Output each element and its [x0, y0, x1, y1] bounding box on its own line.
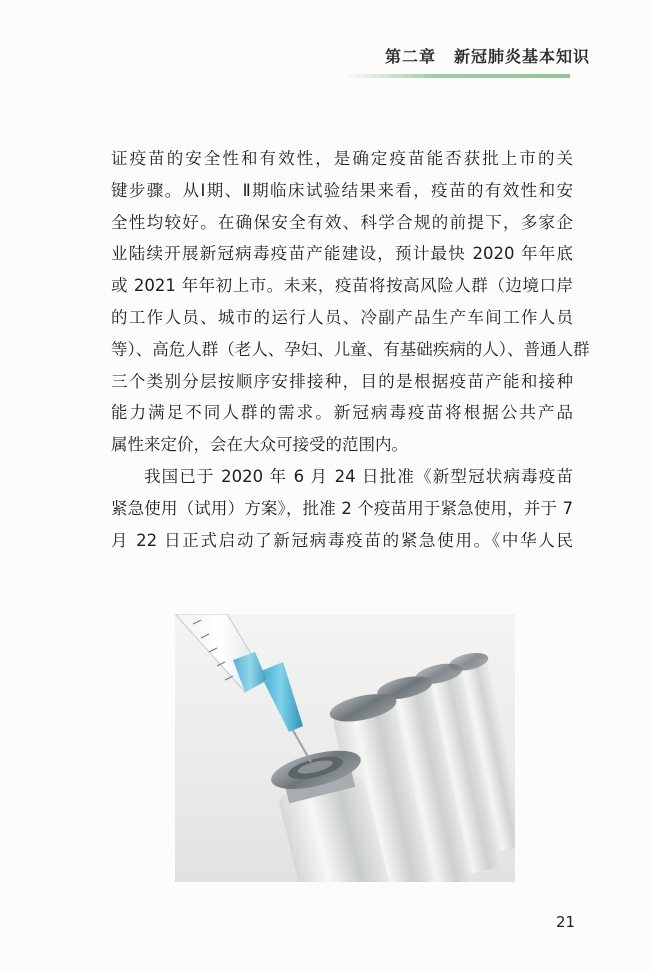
vial-row: [267, 650, 515, 882]
text-line: 属性来定价，会在大众可接受的范围内。: [111, 435, 408, 455]
text-line: 我国已于 2020 年 6 月 24 日批准《新型冠状病毒疫苗: [144, 466, 573, 486]
text-line: 业陆续开展新冠病毒疫苗产能建设，预计最快 2020 年年底: [111, 244, 573, 264]
text-line: 紧急使用（试用）方案》，批准 2 个疫苗用于紧急使用，并于 7: [111, 498, 573, 518]
paragraph-1: [111, 143, 590, 461]
text-line: 或 2021 年年初上市。未来，疫苗将按高风险人群（边境口岸: [111, 276, 573, 296]
text-line: 三个类别分层按顺序安排接种，目的是根据疫苗产能和接种: [111, 371, 573, 391]
text-line: 能力满足不同人群的需求。新冠病毒疫苗将根据公共产品: [111, 403, 573, 423]
text-line: 证疫苗的安全性和有效性，是确定疫苗能否获批上市的关: [111, 149, 573, 168]
vaccine-syringe-photo: [175, 614, 515, 882]
paragraph-2: [111, 461, 573, 556]
text-line: 月 22 日正式启动了新冠病毒疫苗的紧急使用。《中华人民: [111, 530, 573, 550]
page-number: 21: [556, 913, 576, 931]
chapter-title: 新冠肺炎基本知识: [453, 47, 590, 66]
text-line: 的工作人员、城市的运行人员、冷副产品生产车间工作人员: [111, 307, 573, 327]
body-text: [111, 143, 590, 556]
chapter-label: 第二章: [384, 47, 436, 66]
text-line: 键步骤。从Ⅰ期、Ⅱ期临床试验结果来看，疫苗的有效性和安: [111, 180, 573, 200]
text-line: 全性均较好。在确保安全有效、科学合规的前提下，多家企: [111, 212, 573, 232]
syringe: [175, 614, 311, 762]
running-header: [385, 44, 590, 67]
text-line: 等）、高危人群（老人、孕妇、儿童、有基础疾病的人）、普通人群: [111, 339, 590, 359]
vaccine-illustration: [175, 614, 515, 882]
header-rule: [344, 74, 570, 78]
